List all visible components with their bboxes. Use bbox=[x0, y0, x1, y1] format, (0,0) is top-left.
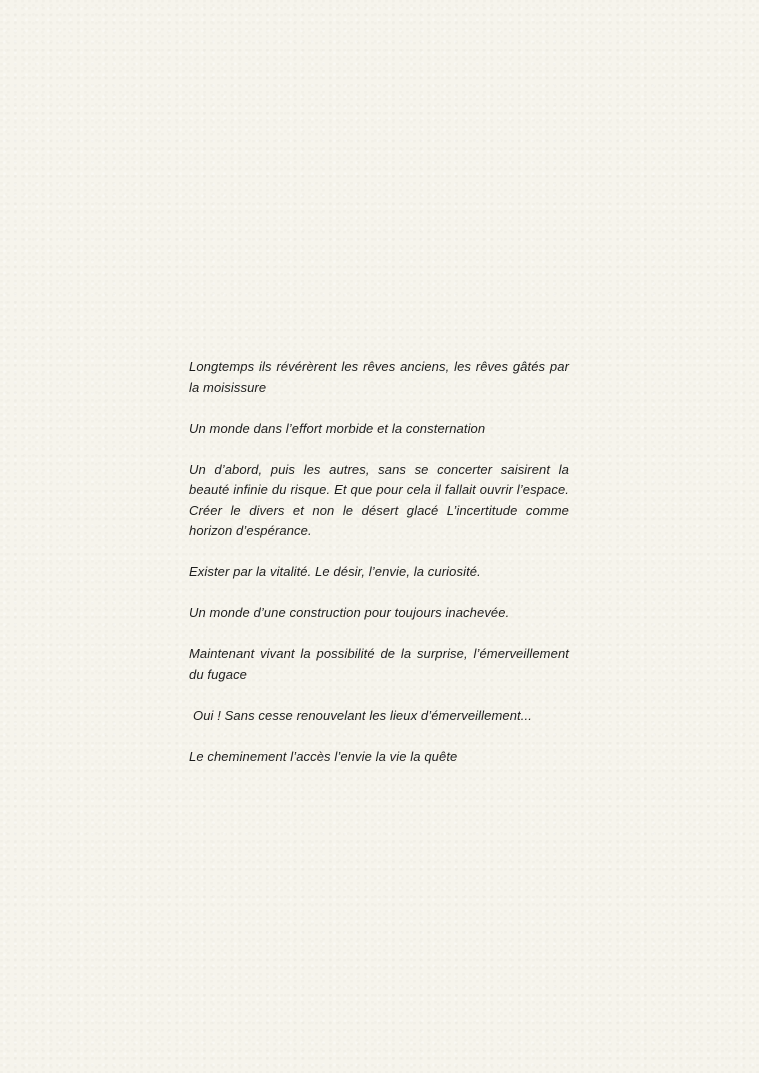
stanza-6: Maintenant vivant la possibilité de la surprise, l’émerveillement du fugace bbox=[189, 646, 569, 682]
stanza-2: Un monde dans l’effort morbide et la consternation bbox=[189, 420, 486, 436]
poem-text-block bbox=[189, 357, 569, 788]
stanza-4: Exister par la vitalité. Le désir, l’envie, la curiosité. bbox=[189, 564, 481, 579]
stanza-7: Oui ! Sans cesse renouvelant les lieux d’émerveillement... bbox=[193, 707, 532, 723]
stanza-1: Longtemps ils révérèrent les rêves anciens, les rêves gâtés par la moisissure bbox=[189, 359, 569, 395]
stanza-3: Un d’abord, puis les autres, sans se concerter saisirent la beauté infinie du risque. Et que pour cela il fallait ouvrir l’espace. Créer le divers et non le désert glacé L’incertitude comme horizon d’espérance. bbox=[189, 461, 569, 538]
stanza-8: Le cheminement l’accès l’envie la vie la quête bbox=[189, 748, 458, 764]
stanza-5: Un monde d’une construction pour toujours inachevée. bbox=[189, 605, 510, 620]
